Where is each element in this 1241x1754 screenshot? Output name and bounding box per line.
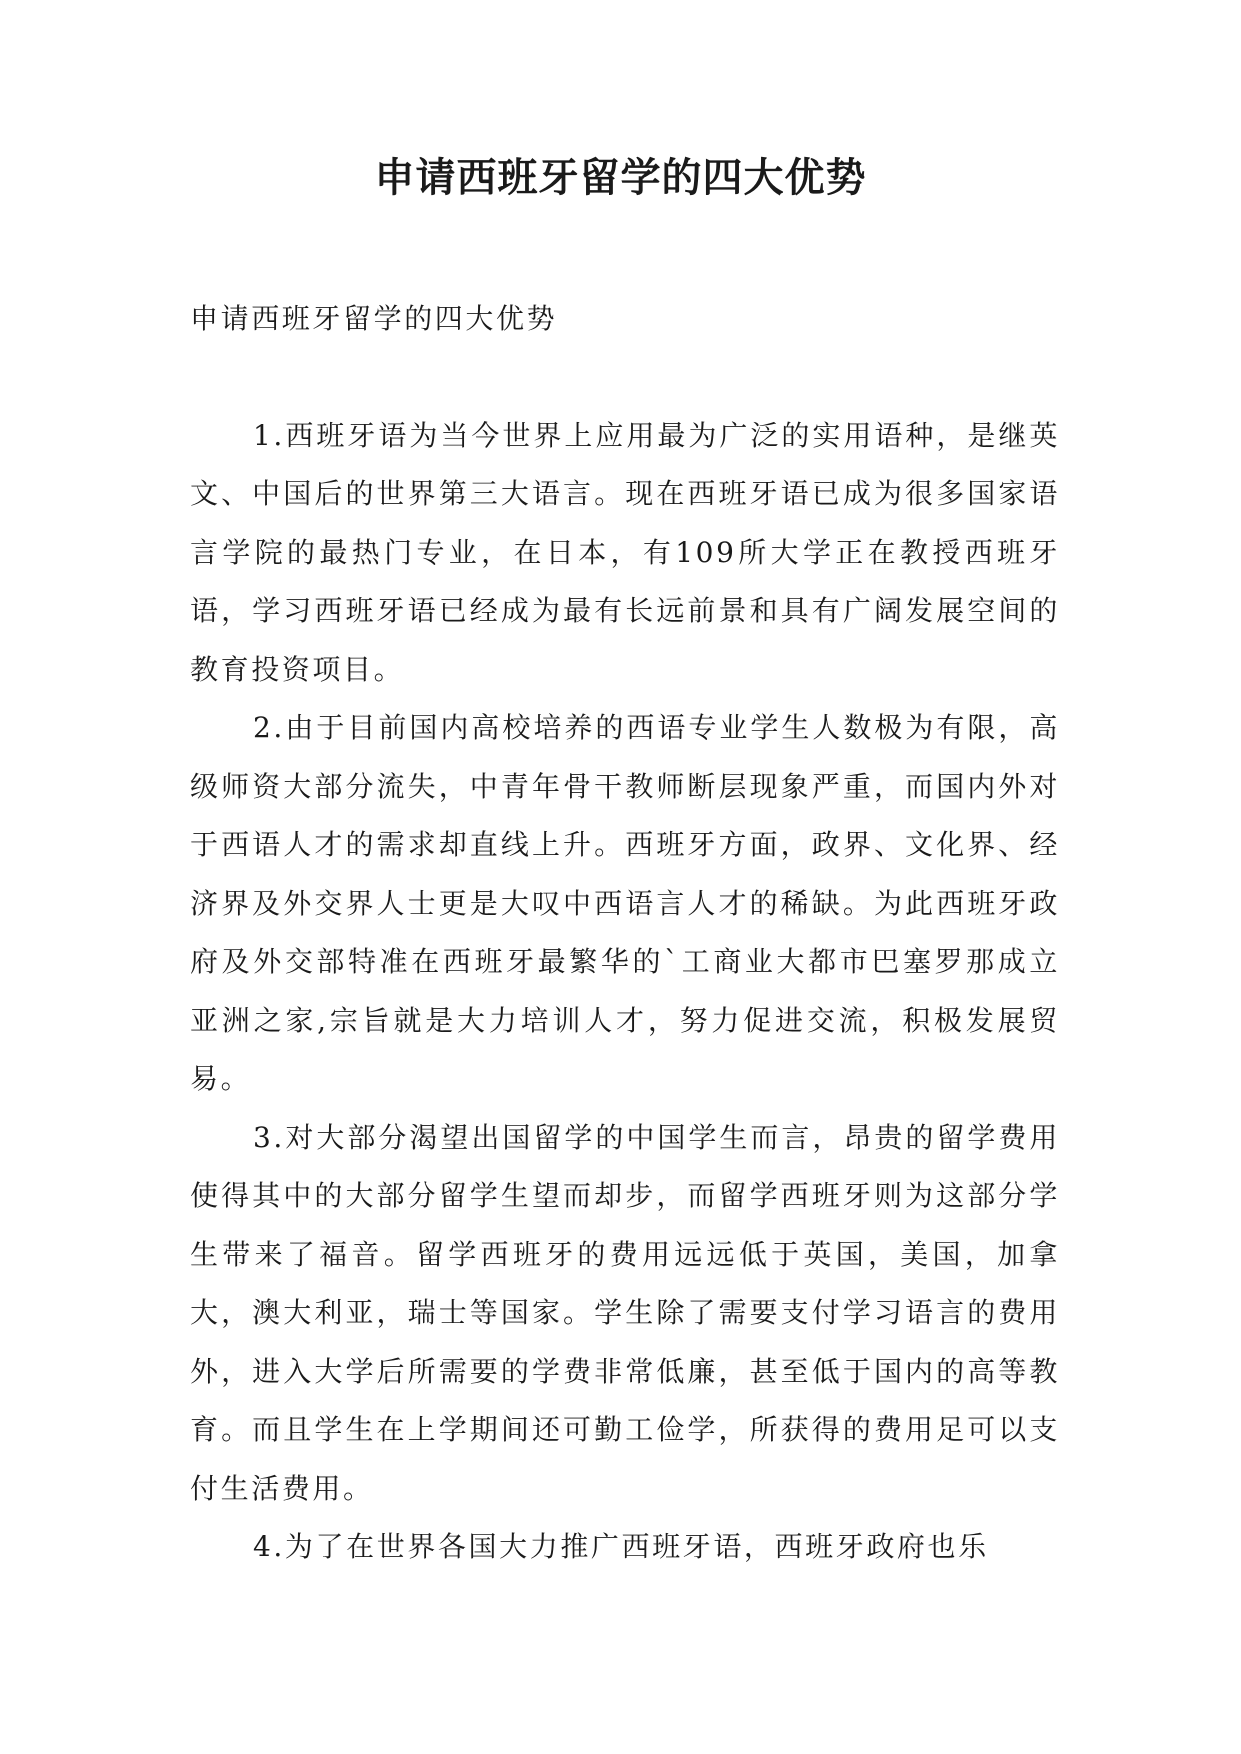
document-title: 申请西班牙留学的四大优势 [374, 155, 867, 201]
document-body [190, 290, 1060, 1577]
paragraph-4: 4.为了在世界各国大力推广西班牙语，西班牙政府也乐 [253, 1530, 989, 1563]
paragraph-2: 2.由于目前国内高校培养的西语专业学生人数极为有限，高级师资大部分流失，中青年骨干教师断层现象严重，而国内外对于西语人才的需求却直线上升。西班牙方面，政界、文化界、经济界及外交界人士更是大叹中西语言人才的稀缺。为此西班牙政府及外交部特准在西班牙最繁华的`工商业大都市巴塞罗那成立亚洲之家,宗旨就是大力培训人才，努力促进交流，积极发展贸易。 [190, 711, 1060, 1095]
paragraph-3: 3.对大部分渴望出国留学的中国学生而言，昂贵的留学费用使得其中的大部分留学生望而却步，而留学西班牙则为这部分学生带来了福音。留学西班牙的费用远远低于英国，美国，加拿大，澳大利亚，瑞士等国家。学生除了需要支付学习语言的费用外，进入大学后所需要的学费非常低廉，甚至低于国内的高等教育。而且学生在上学期间还可勤工俭学，所获得的费用足可以支付生活费用。 [190, 1120, 1060, 1505]
document-subtitle: 申请西班牙留学的四大优势 [190, 302, 558, 335]
paragraph-1: 1.西班牙语为当今世界上应用最为广泛的实用语种，是继英文、中国后的世界第三大语言。现在西班牙语已成为很多国家语言学院的最热门专业，在日本，有109所大学正在教授西班牙语，学习西班牙语已经成为最有长远前景和具有广阔发展空间的教育投资项目。 [190, 418, 1060, 686]
